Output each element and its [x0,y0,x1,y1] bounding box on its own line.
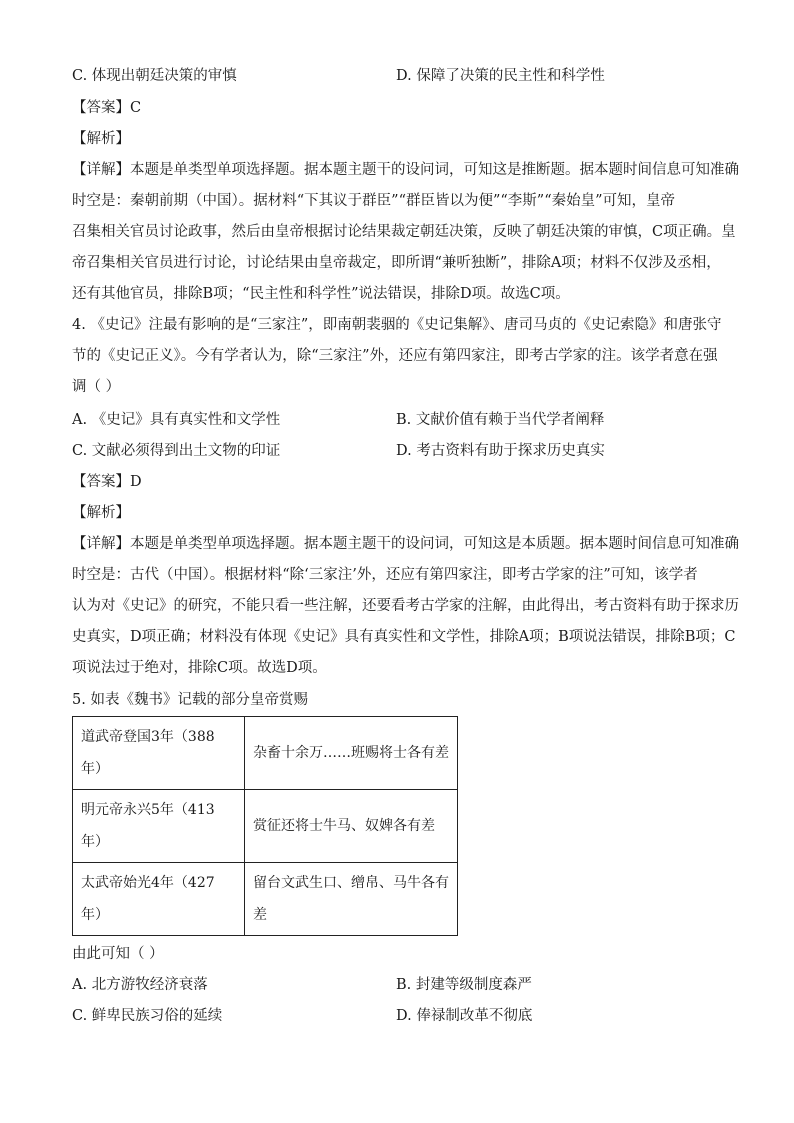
cell-text: 明元帝永兴5年（413 [81,802,215,818]
q4-stem-line: 节的《史记正义》。今有学者认为，除“三家注”外，还应有第四家注，即考古学家的注。该学者意在强 [72,348,718,364]
table-cell-content [245,717,458,790]
cell-text: 道武帝登国3年（388 [81,729,215,745]
q3-detail-line: 【详解】本题是单类型单项选择题。据本题主题干的设问词，可知这是推断题。据本题时间信息可知准确 [72,162,739,178]
rewards-table [72,716,458,936]
q5-option-b: B. 封建等级制度森严 [396,977,532,993]
table-cell-content [245,790,458,863]
q4-detail-line: 【详解】本题是单类型单项选择题。据本题主题干的设问词，可知这是本质题。据本题时间信息可知准确 [72,536,739,552]
table-row [73,863,458,936]
q4-stem-line: 4. 《史记》注最有影响的是“三家注”，即南朝裴骃的《史记集解》、唐司马贞的《史记索隐》和唐张守 [72,317,722,333]
q5-option-a: A. 北方游牧经济衰落 [72,977,208,993]
q4-option-d: D. 考古资料有助于探求历史真实 [396,443,605,459]
q3-option-d: D. 保障了决策的民主性和科学性 [396,68,605,84]
table-row [73,790,458,863]
q5-stem: 5. 如表《魏书》记载的部分皇帝赏赐 [72,692,308,708]
table-cell-time [73,863,245,936]
cell-text: 差 [253,907,267,923]
cell-text: 年） [81,834,109,850]
q4-detail-line: 认为对《史记》的研究，不能只看一些注解，还要看考古学家的注解，由此得出，考古资料有助于探求历 [72,598,739,614]
q4-detail-line: 时空是：古代（中国）。根据材料“除‘三家注’外，还应有第四家注，即考古学家的注”可知，该学者 [72,567,698,583]
q3-analysis-label: 【解析】 [72,131,130,147]
q3-detail-line: 时空是：秦朝前期（中国）。据材料“下其议于群臣”“群臣皆以为便”“李斯”“秦始皇”可知，皇帝 [72,193,676,209]
cell-text: 年） [81,761,109,777]
q4-analysis-label: 【解析】 [72,505,130,521]
cell-text: 杂畜十余万……班赐将士各有差 [253,745,449,761]
q4-option-b: B. 文献价值有赖于当代学者阐释 [396,412,605,428]
cell-text: 太武帝始光4年（427 [81,875,215,891]
q4-stem-line: 调（ ） [72,379,121,395]
table-cell-time [73,717,245,790]
q4-option-c: C. 文献必须得到出土文物的印证 [72,443,281,459]
table-cell-content [245,863,458,936]
q3-detail-line: 帝召集相关官员进行讨论，讨论结果由皇帝裁定，即所谓“兼听独断”，排除A项；材料不仅涉及丞相， [72,255,721,271]
q4-option-a: A. 《史记》具有真实性和文学性 [72,412,281,428]
q4-answer: 【答案】D [72,474,142,490]
q4-detail-line: 项说法过于绝对，排除C项。故选D项。 [72,660,327,676]
table-row [73,717,458,790]
q5-question: 由此可知（ ） [72,946,164,962]
q5-option-d: D. 俸禄制改革不彻底 [396,1008,533,1024]
q5-option-c: C. 鲜卑民族习俗的延续 [72,1008,223,1024]
cell-text: 留台文武生口、缯帛、马牛各有 [253,875,449,891]
q3-option-c: C. 体现出朝廷决策的审慎 [72,68,237,84]
cell-text: 赏征还将士牛马、奴婢各有差 [253,818,435,834]
q3-answer: 【答案】C [72,100,142,116]
q3-detail-line: 召集相关官员讨论政事，然后由皇帝根据讨论结果裁定朝廷决策，反映了朝廷决策的审慎，C项正确。皇 [72,224,736,240]
q3-detail-line: 还有其他官员，排除B项；“民主性和科学性”说法错误，排除D项。故选C项。 [72,286,570,302]
table-cell-time [73,790,245,863]
cell-text: 年） [81,907,109,923]
q4-detail-line: 史真实，D项正确；材料没有体现《史记》具有真实性和文学性，排除A项；B项说法错误，排除B项；C [72,629,736,645]
